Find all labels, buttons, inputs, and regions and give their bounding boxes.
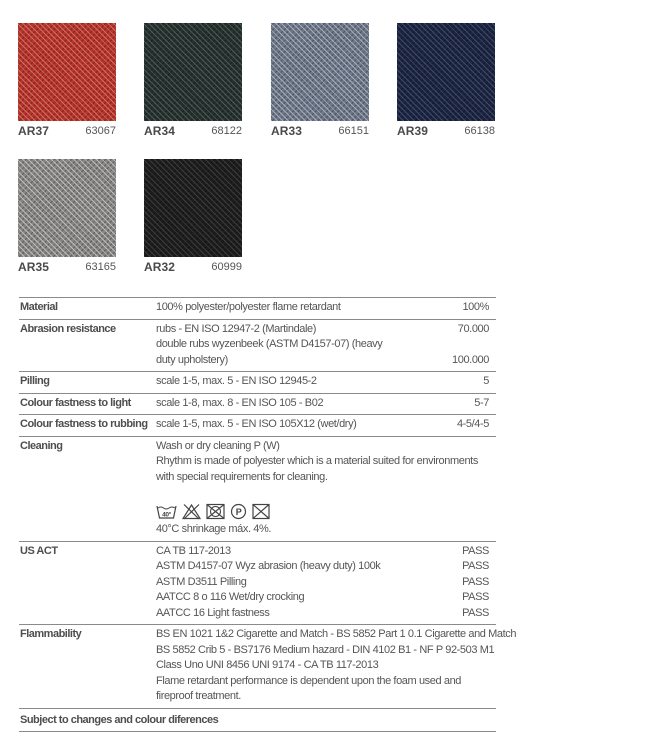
spec-text: scale 1-5, max. 5 - EN ISO 12945-2 [156,375,317,387]
spec-text: Flame retardant performance is dependent upon the foam used and [156,674,462,687]
swatch-number: 63067 [85,125,116,137]
no-dry-icon [252,503,270,520]
spec-text: scale 1-5, max. 5 - EN ISO 105X12 (wet/dry) [156,418,357,430]
fabric-tile [18,159,116,257]
spec-label: Flammability [20,628,82,640]
spec-text: CA TB 117-2013 [156,544,231,557]
spec-text: 100% polyester/polyester flame retardant [156,301,341,313]
spec-label: Abrasion resistance [20,322,116,335]
spec-row-us-act [19,542,496,626]
spec-value: 5-7 [474,396,489,409]
spec-label: Colour fastness to rubbing [20,418,148,430]
swatch-number: 60999 [211,261,242,273]
disclaimer-text: Subject to changes and colour diferences [19,709,496,733]
spec-label: Material [20,301,58,313]
spec-text: AATCC 16 Light fastness [156,606,270,619]
swatch-ar39 [397,23,495,140]
swatch-number: 68122 [211,125,242,137]
spec-value: 4-5/4-5 [456,418,489,430]
spec-row-light-fastness [19,394,496,416]
swatch-code: AR37 [18,124,50,138]
spec-value: PASS [462,575,489,588]
swatch-code: AR39 [397,124,429,138]
spec-value: PASS [462,606,489,619]
swatch-number: 66151 [338,125,369,137]
spec-label: US ACT [20,544,58,557]
swatch-code: AR34 [144,124,176,138]
fabric-tile [144,23,242,121]
spec-value: PASS [462,560,489,572]
spec-row-abrasion [19,320,496,373]
swatch-number: 63165 [85,261,116,273]
fabric-tile [271,23,369,121]
spec-text: rubs - EN ISO 12947-2 (Martindale) [156,322,317,335]
swatch-ar37 [18,23,116,140]
wash-temperature: 40° [162,511,171,518]
no-tumble-dry-icon [206,503,225,520]
swatch-code: AR33 [271,124,303,138]
swatch-ar35 [18,159,116,276]
spec-text: Rhythm is made of polyester which is a material suited for environments [156,455,478,467]
wash-40-icon [156,503,177,520]
spec-row-pilling [19,372,496,394]
spec-value: PASS [462,544,489,557]
spec-value: 100.000 [452,353,489,366]
spec-text: Wash or dry cleaning P (W) [156,439,280,452]
swatch-code: AR32 [144,260,176,274]
spec-label: Pilling [20,375,50,387]
spec-text: 40°C shrinkage máx. 4%. [156,523,272,535]
swatch-code: AR35 [18,260,50,274]
fabric-tile [144,159,242,257]
spec-text: Class Uno UNI 8456 UNI 9174 - CA TB 117-2013 [156,659,379,671]
spec-text: scale 1-8, max. 8 - EN ISO 105 - B02 [156,396,324,409]
spec-row-rubbing-fastness [19,415,496,437]
spec-row-flammability [19,625,517,709]
spec-value: 70.000 [457,322,489,335]
spec-text: double rubs wyzenbeek (ASTM D4157-07) (heavy [156,338,383,350]
spec-text: duty upholstery) [156,353,228,366]
dry-clean-letter: P [235,506,242,517]
no-bleach-icon [182,503,201,520]
spec-text: BS EN 1021 1&2 Cigarette and Match - BS 5852 Part 1 0.1 Cigarette and Match [156,628,517,640]
spec-text: with special requirements for cleaning. [156,470,328,483]
spec-text: BS 5852 Crib 5 - BS7176 Medium hazard - DIN 4102 B1 - NF P 92-503 M1 [156,643,495,656]
swatch-ar33 [271,23,369,140]
spec-table [19,297,517,732]
spec-value: PASS [462,591,489,603]
spec-label: Cleaning [20,439,63,452]
spec-text: fireproof treatment. [156,690,241,702]
spec-text: AATCC 8 o 116 Wet/dry crocking [156,591,305,603]
care-icons [156,502,496,520]
swatch-number: 66138 [464,125,495,137]
fabric-tile [18,23,116,121]
dry-clean-p-icon [230,503,247,520]
spec-text: ASTM D4157-07 Wyz abrasion (heavy duty) 100k [156,560,381,572]
spec-label: Colour fastness to light [20,396,131,409]
fabric-tile [397,23,495,121]
swatch-ar32 [144,159,242,276]
spec-value: 100% [462,301,489,313]
swatch-ar34 [144,23,242,140]
spec-text: ASTM D3511 Pilling [156,575,247,588]
spec-row-cleaning [19,437,496,542]
spec-value: 5 [483,375,489,387]
spec-row-material [19,297,496,320]
